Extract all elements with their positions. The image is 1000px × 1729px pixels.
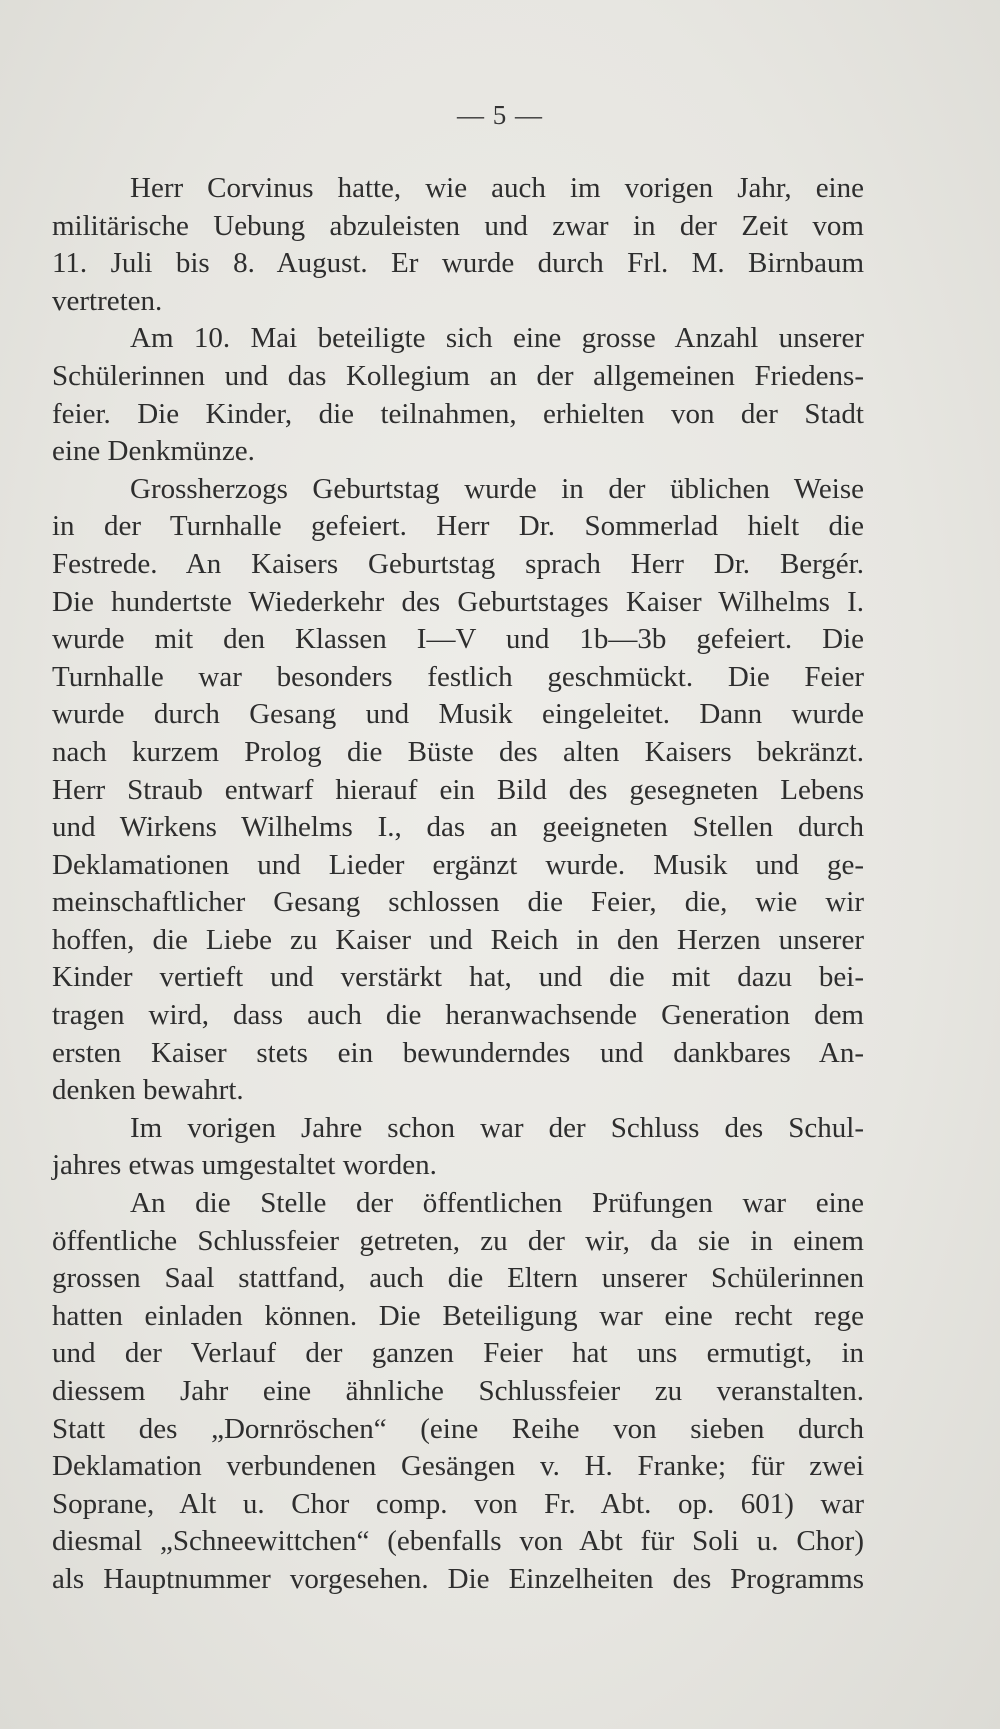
- text-line: denken bewahrt.: [52, 1074, 244, 1107]
- text-line: Herr Corvinus hatte, wie auch im vorigen Jahr, eine: [130, 172, 864, 204]
- text-line: jahres etwas umgestaltet worden.: [52, 1149, 437, 1182]
- text-line: An die Stelle der öffentlichen Prüfungen war eine: [130, 1187, 864, 1220]
- text-line: Deklamation verbundenen Gesängen v. H. Franke; für zwei: [52, 1450, 864, 1483]
- text-line: öffentliche Schlussfeier getreten, zu der wir, da sie in einem: [52, 1224, 864, 1257]
- text-line: Herr Straub entwarf hierauf ein Bild des gesegneten Lebens: [52, 773, 864, 806]
- text-line: in der Turnhalle gefeiert. Herr Dr. Sommerlad hielt die: [52, 510, 864, 543]
- text-line: diessem Jahr eine ähnliche Schlussfeier zu veranstalten.: [52, 1375, 864, 1407]
- text-line: eine Denkmünze.: [52, 435, 255, 468]
- text-line: Turnhalle war besonders festlich geschmückt. Die Feier: [52, 660, 864, 693]
- text-line: Grossherzogs Geburtstag wurde in der üblichen Weise: [130, 472, 864, 505]
- text-line: Am 10. Mai beteiligte sich eine grosse Anzahl unserer: [130, 322, 864, 355]
- text-line: meinschaftlicher Gesang schlossen die Feier, die, wie wir: [52, 886, 864, 919]
- text-line: Deklamationen und Lieder ergänzt wurde. Musik und ge-: [52, 848, 864, 881]
- text-line: feier. Die Kinder, die teilnahmen, erhielten von der Stadt: [52, 397, 864, 430]
- text-line: grossen Saal stattfand, auch die Eltern unserer Schülerinnen: [52, 1262, 864, 1295]
- text-line: Die hundertste Wiederkehr des Geburtstages Kaiser Wilhelms I.: [52, 585, 864, 618]
- text-line: 11. Juli bis 8. August. Er wurde durch Frl. M. Birnbaum: [52, 247, 864, 280]
- text-line: hoffen, die Liebe zu Kaiser und Reich in den Herzen unserer: [52, 923, 864, 956]
- text-line: und der Verlauf der ganzen Feier hat uns ermutigt, in: [52, 1337, 864, 1370]
- page-number: — 5 —: [457, 100, 543, 130]
- text-line: vertreten.: [52, 284, 163, 317]
- text-line: ersten Kaiser stets ein bewunderndes und dankbares An-: [52, 1036, 864, 1069]
- text-line: tragen wird, dass auch die heranwachsende Generation dem: [52, 999, 864, 1032]
- text-line: hatten einladen können. Die Beteiligung war eine recht rege: [52, 1299, 864, 1332]
- text-line: Schülerinnen und das Kollegium an der allgemeinen Friedens-: [52, 359, 864, 392]
- text-line: diesmal „Schneewittchen“ (ebenfalls von Abt für Soli u. Chor): [52, 1525, 864, 1558]
- text-line: wurde mit den Klassen I—V und 1b—3b gefeiert. Die: [52, 623, 864, 656]
- text-line: Statt des „Dornröschen“ (eine Reihe von sieben durch: [52, 1412, 864, 1445]
- text-line: militärische Uebung abzuleisten und zwar in der Zeit vom: [52, 209, 864, 242]
- text-line: Soprane, Alt u. Chor comp. von Fr. Abt. op. 601) war: [52, 1487, 864, 1520]
- body-text: [52, 170, 864, 1599]
- text-line: Im vorigen Jahre schon war der Schluss des Schul-: [130, 1111, 864, 1144]
- text-line: und Wirkens Wilhelms I., das an geeigneten Stellen durch: [52, 811, 864, 844]
- text-line: wurde durch Gesang und Musik eingeleitet. Dann wurde: [52, 698, 864, 731]
- text-line: nach kurzem Prolog die Büste des alten Kaisers bekränzt.: [52, 735, 864, 768]
- text-line: Festrede. An Kaisers Geburtstag sprach Herr Dr. Bergér.: [52, 547, 864, 580]
- text-line: als Hauptnummer vorgesehen. Die Einzelheiten des Programms: [52, 1562, 864, 1595]
- text-line: Kinder vertieft und verstärkt hat, und die mit dazu bei-: [52, 961, 864, 994]
